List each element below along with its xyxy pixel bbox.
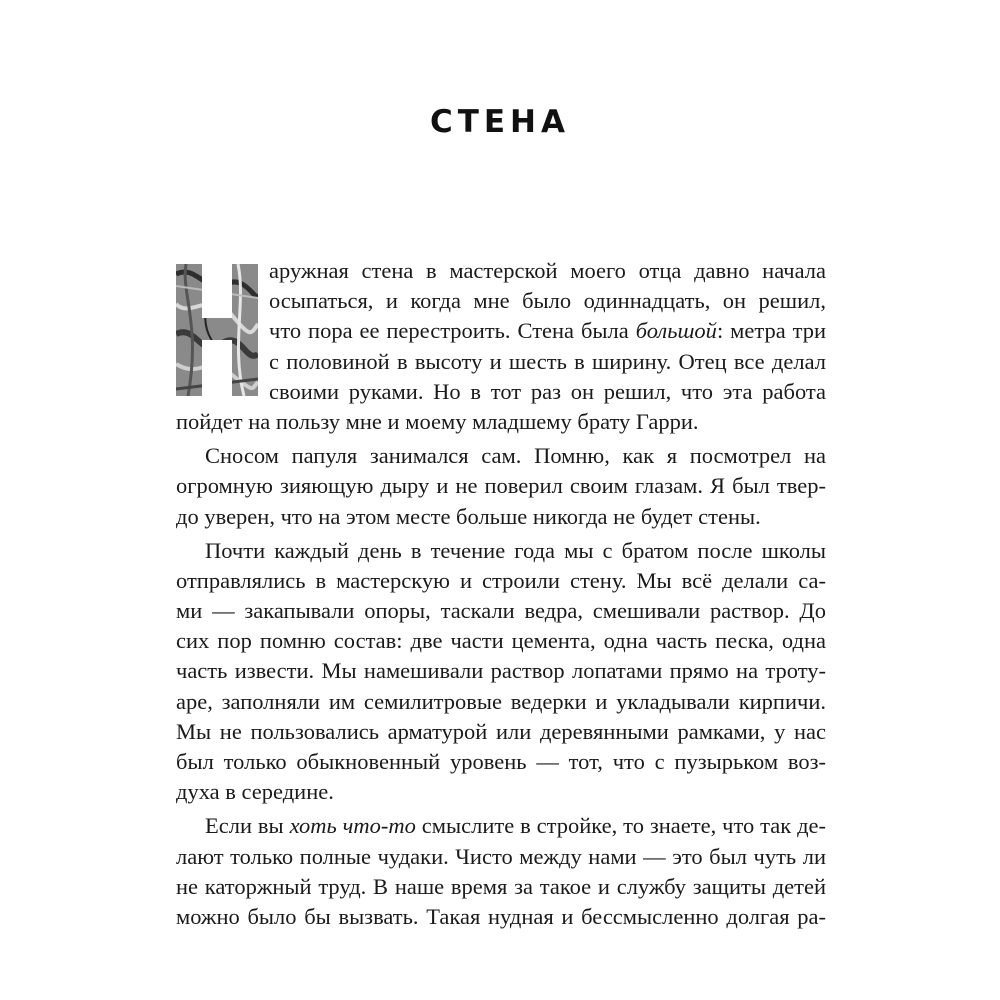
text-line: с половиной в высоту и шесть в ширину. Отец все делал (269, 348, 826, 374)
text-line: был только обыкновенный уровень — тот, что с пузырьком воз- (176, 749, 826, 774)
emphasis-word: большой (635, 318, 717, 344)
text-line: осыпаться, и когда мне было одиннадцать, он решил, (269, 288, 826, 314)
text-segment: что пора ее перестроить. Стена была (269, 318, 636, 344)
text-line: Почти каждый день в течение года мы с братом после школы (205, 537, 826, 563)
text-line: Сносом папуля занимался сам. Помню, как я посмотрел на (205, 443, 826, 469)
text-line: можно было бы вызвать. Такая нудная и бессмысленно долгая ра- (176, 903, 826, 929)
emphasis-phrase: хоть что-то (289, 813, 416, 839)
text-line: часть извести. Мы намешивали раствор лопатами прямо на троту- (176, 658, 826, 684)
text-segment: Если вы (205, 813, 290, 839)
text-line: аружная стена в мастерской моего отца давно начала (269, 258, 826, 283)
text-line: Мы не пользовались арматурой или деревянными рамками, у нас (176, 718, 826, 744)
text-line (176, 316, 826, 346)
text-line: огромную зияющую дыру и не поверил своим глазам. Я был твер- (176, 473, 826, 499)
text-line: лают только полные чудаки. Чисто между нами — это был чуть ли (176, 843, 826, 869)
text-line: не каторжный труд. В наше время за такое и службу защиты детей (176, 873, 826, 899)
text-line: отправлялись в мастерскую и строили стену. Мы всё делали са- (176, 567, 826, 593)
text-segment: смыслите в стройке, то знаете, что так де- (421, 813, 827, 839)
chapter-title: СТЕНА (429, 104, 570, 140)
text-line: духа в середине. (176, 779, 334, 805)
text-line: аре, заполняли им семилитровые ведерки и укладывали кирпичи. (176, 688, 826, 714)
body-text (176, 256, 826, 932)
text-line (176, 811, 826, 841)
text-line: сих пор помню состав: две части цемента, одна часть песка, одна (176, 628, 826, 654)
text-segment: : метра три (716, 318, 827, 344)
text-line: до уверен, что на этом месте больше никогда не будет стены. (176, 503, 761, 529)
text-line: пойдет на пользу мне и моему младшему брату Гарри. (176, 408, 699, 434)
text-line: своими руками. Но в тот раз он решил, что эта работа (269, 378, 826, 404)
text-line: ми — закапывали опоры, таскали ведра, смешивали раствор. До (176, 598, 826, 624)
